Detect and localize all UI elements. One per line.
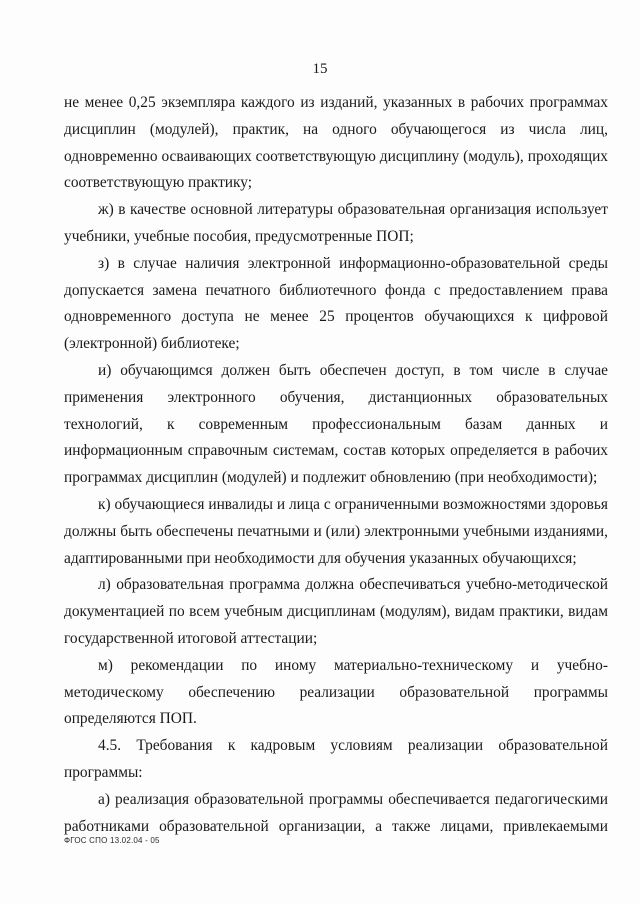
- page-number: 15: [312, 61, 328, 77]
- paragraph-k: к) обучающиеся инвалиды и лица с ограниченными возможностями здоровья должны быть обеспечены печатными и (или) электронными учебными изданиями, адаптированными при необходимости для обучения указанных обучающихся;: [64, 495, 608, 567]
- paragraph-a: а) реализация образовательной программы обеспечивается педагогическими работниками образовательной организации, а также лицами, привлекаемыми: [64, 790, 608, 835]
- paragraph-continuation: не менее 0,25 экземпляра каждого из изданий, указанных в рабочих программах дисциплин (модулей), практик, на одного обучающегося из числа лиц, одновременно осваивающих соответствующую дисциплину (модуль), проходящих соответствующую практику;: [64, 94, 608, 192]
- section-heading-4-5: 4.5. Требования к кадровым условиям реализации образовательной программы:: [64, 737, 608, 781]
- paragraph-m: м) рекомендации по иному материально-техническому и учебно-методическому обеспечению реализации образовательной программы определяются ПОП.: [64, 656, 608, 728]
- paragraph-zh: ж) в качестве основной литературы образовательная организация использует учебники, учебные пособия, предусмотренные ПОП;: [64, 201, 608, 245]
- document-body: [64, 90, 608, 840]
- paragraph-i: и) обучающимся должен быть обеспечен доступ, в том числе в случае применения электронного обучения, дистанционных образовательных технологий, к современным профессиональным базам данных и информационным справочным системам, состав которых определяется в рабочих программах дисциплин (модулей) и подлежит обновлению (при необходимости);: [64, 361, 608, 487]
- paragraph-l: л) образовательная программа должна обеспечиваться учебно-методической документацией по всем учебным дисциплинам (модулям), видам практики, видам государственной итоговой аттестации;: [64, 576, 608, 647]
- paragraph-z: з) в случае наличия электронной информационно-образовательной среды допускается замена печатного библиотечного фонда с предоставлением права одновременного доступа не менее 25 процентов обучающихся к цифровой (электронной) библиотеке;: [64, 254, 608, 353]
- footer-standard-code: ФГОС СПО 13.02.04 - 05: [64, 836, 160, 845]
